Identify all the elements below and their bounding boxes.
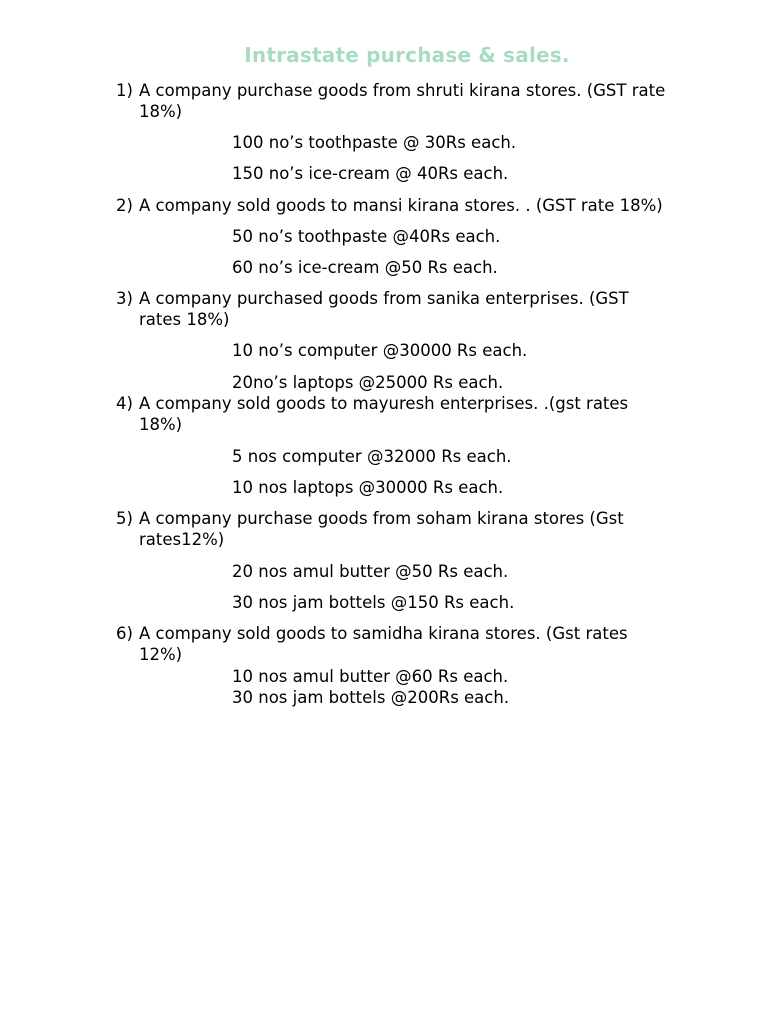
question-3-item-1: 10 no’s computer @30000 Rs each. [232, 341, 528, 360]
question-1-number: 1) [116, 81, 133, 100]
question-5-number: 5) [116, 509, 133, 528]
question-6-item-1: 10 nos amul butter @60 Rs each. [232, 667, 509, 686]
question-2-item-2: 60 no’s ice-cream @50 Rs each. [232, 258, 498, 277]
question-2-number: 2) [116, 196, 133, 215]
question-4-item-2: 10 nos laptops @30000 Rs each. [232, 478, 504, 497]
question-2-item-1: 50 no’s toothpaste @40Rs each. [232, 227, 501, 246]
question-6-text-line2: 12%) [139, 645, 183, 664]
question-1-text-line1: A company purchase goods from shruti kirana stores. (GST rate [139, 81, 666, 100]
question-4-item-1: 5 nos computer @32000 Rs each. [232, 447, 512, 466]
question-6-number: 6) [116, 624, 133, 643]
question-1-item-2: 150 no’s ice-cream @ 40Rs each. [232, 164, 509, 183]
document-title: Intrastate purchase & sales. [244, 43, 570, 67]
question-5-item-1: 20 nos amul butter @50 Rs each. [232, 562, 509, 581]
question-2-text-line1: A company sold goods to mansi kirana stores. . (GST rate 18%) [139, 196, 663, 215]
question-4-text-line1: A company sold goods to mayuresh enterprises. .(gst rates [139, 394, 629, 413]
question-1-item-1: 100 no’s toothpaste @ 30Rs each. [232, 133, 517, 152]
question-5-text-line2: rates12%) [139, 530, 225, 549]
question-4-text-line2: 18%) [139, 415, 183, 434]
question-5-text-line1: A company purchase goods from soham kirana stores (Gst [139, 509, 624, 528]
question-3-item-2: 20no’s laptops @25000 Rs each. [232, 373, 504, 392]
question-4-number: 4) [116, 394, 133, 413]
question-3-number: 3) [116, 289, 133, 308]
question-3-text-line1: A company purchased goods from sanika enterprises. (GST [139, 289, 629, 308]
question-6-item-2: 30 nos jam bottels @200Rs each. [232, 688, 510, 707]
question-6-text-line1: A company sold goods to samidha kirana stores. (Gst rates [139, 624, 628, 643]
question-1-text-line2: 18%) [139, 102, 183, 121]
question-3-text-line2: rates 18%) [139, 310, 230, 329]
question-5-item-2: 30 nos jam bottels @150 Rs each. [232, 593, 515, 612]
